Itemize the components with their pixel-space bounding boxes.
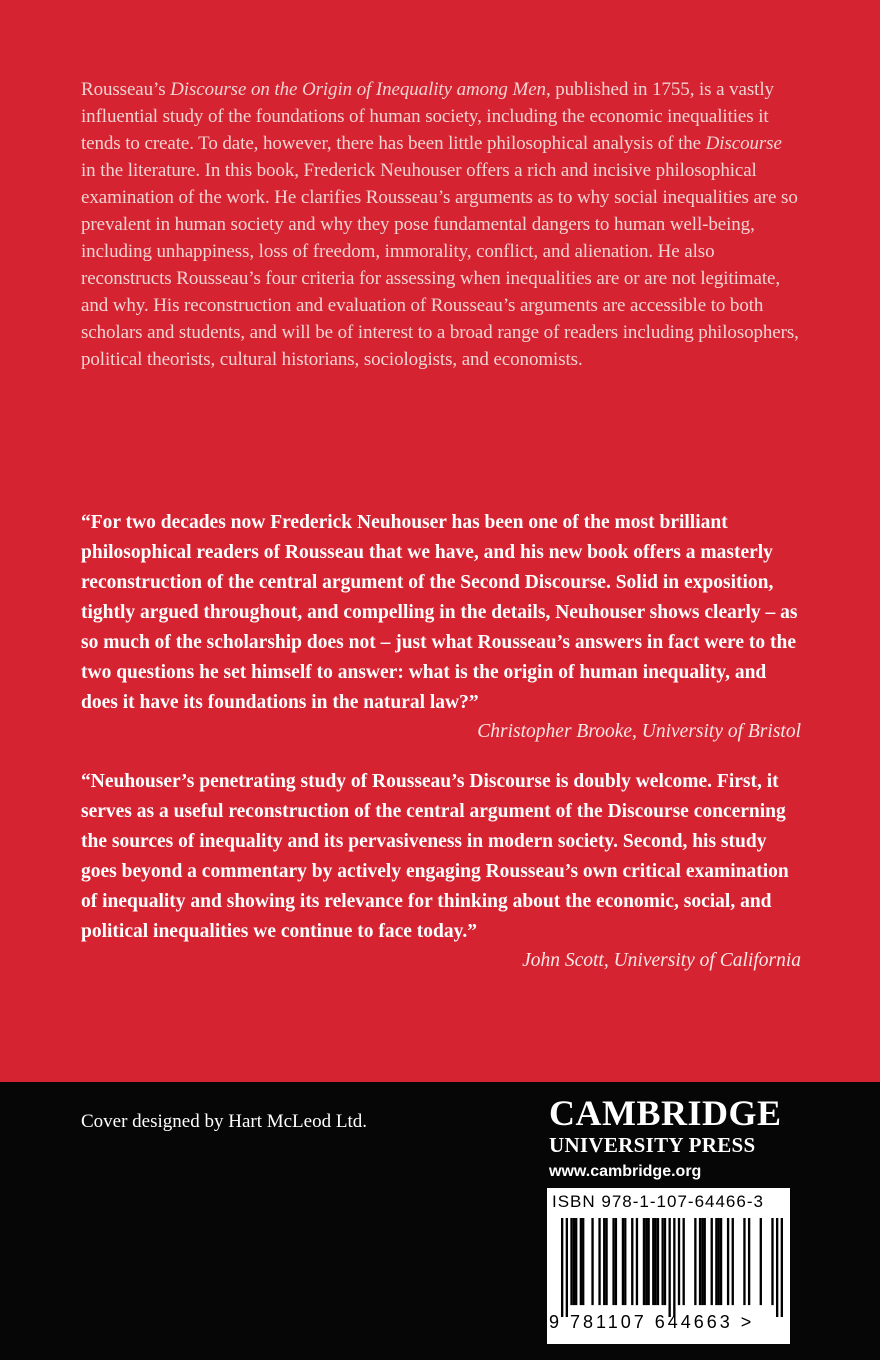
barcode-bar: [668, 1218, 670, 1317]
barcode-bar: [718, 1218, 720, 1305]
description-part-1: Rousseau’s: [81, 79, 171, 100]
barcode-bar: [720, 1218, 722, 1305]
barcode-bar: [615, 1218, 617, 1305]
barcode-digits: 9 781107 644663 >: [549, 1312, 755, 1332]
barcode-bar: [582, 1218, 584, 1305]
barcode-bar: [776, 1218, 778, 1317]
barcode-bar: [743, 1218, 745, 1305]
barcode-block: [547, 1188, 790, 1344]
barcode-bar: [683, 1218, 685, 1305]
quote-attribution: Christopher Brooke, University of Bristol: [477, 721, 801, 742]
barcode-bar: [678, 1218, 680, 1305]
barcode-image: [561, 1218, 783, 1317]
barcode-bar: [657, 1218, 659, 1305]
book-description: [81, 76, 801, 373]
quote-text: “Neuhouser’s penetrating study of Rousseau’s Discourse is doubly welcome. First, it serves as a useful reconstruction of the central argument of the Discourse concerning the sources of inequality and its pervasiveness in modern society. Second, his study goes beyond a commentary by actively engaging Rousseau’s own critical examination of inequality and showing its relevance for thinking about the economic, social, and political inequalities we continue to face today.”: [81, 771, 789, 942]
barcode-bar: [598, 1218, 600, 1305]
barcode-bar: [573, 1218, 575, 1305]
barcode-bar: [701, 1218, 703, 1305]
discourse-italic: Discourse: [705, 133, 782, 154]
barcode-bar: [605, 1218, 607, 1305]
quote-text: “For two decades now Frederick Neuhouser has been one of the most brilliant philosophical readers of Rousseau that we have, and his new book offers a masterly reconstruction of the central argument of the Second Discourse. Solid in exposition, tightly argued throughout, and compelling in the details, Neuhouser shows clearly – as so much of the scholarship does not – just what Rousseau’s answers in fact were to the two questions he set himself to answer: what is the origin of human inequality, and does it have its foundations in the natural law?”: [81, 512, 798, 713]
endorsement-quote-2: [81, 767, 801, 975]
barcode-bar: [704, 1218, 706, 1305]
publisher-logo: [549, 1093, 794, 1185]
description-paragraph: [81, 76, 801, 373]
barcode-bar: [760, 1218, 762, 1305]
endorsement-quote-1: [81, 508, 801, 746]
barcode-bar: [603, 1218, 605, 1305]
barcode-bar: [715, 1218, 717, 1305]
barcode-bar: [732, 1218, 734, 1305]
barcode-bar: [781, 1218, 783, 1317]
description-part-3: in the literature. In this book, Frederick Neuhouser offers a rich and incisive philosophical examination of the work. He clarifies Rousseau’s arguments as to why social inequalities are so prevalent in human society and why they pose fundamental dangers to human well-being, including unhappiness, loss of freedom, immorality, conflict, and alienation. He also reconstructs Rousseau’s four criteria for assessing when inequalities are or are not legitimate, and why. His reconstruction and evaluation of Rousseau’s arguments are accessible to both scholars and students, and will be of interest to a broad range of readers including philosophers, political theorists, cultural historians, sociologists, and economists.: [81, 160, 799, 370]
barcode-bar: [694, 1218, 696, 1305]
barcode-bar: [580, 1218, 582, 1305]
barcode-bar: [622, 1218, 624, 1305]
description-part-2: , published in 1755, is a vastly influential study of the foundations of human society, including the economic inequalities it tends to create. To date, however, there has been little philosophical analysis of the: [81, 79, 774, 154]
barcode-bar: [561, 1218, 563, 1317]
barcode-bar: [647, 1218, 649, 1305]
barcode-bar: [645, 1218, 647, 1305]
barcode-bar: [636, 1218, 638, 1305]
barcode-bar: [699, 1218, 701, 1305]
barcode-bar: [570, 1218, 572, 1305]
barcode-bar: [566, 1218, 568, 1317]
barcode-bar: [711, 1218, 713, 1305]
barcode-bar: [654, 1218, 656, 1305]
barcode-bar: [664, 1218, 666, 1305]
barcode-bar: [624, 1218, 626, 1305]
barcode-bar: [643, 1218, 645, 1305]
quote-attribution: John Scott, University of California: [522, 950, 801, 971]
barcode-bar: [612, 1218, 614, 1305]
barcode-bar: [631, 1218, 633, 1305]
publisher-url: www.cambridge.org: [549, 1163, 702, 1180]
barcode-bar: [661, 1218, 663, 1305]
barcode-bar: [591, 1218, 593, 1305]
barcode-bar: [652, 1218, 654, 1305]
barcode-bar: [771, 1218, 773, 1305]
book-title-italic: Discourse on the Origin of Inequality among Men: [170, 79, 546, 100]
barcode-bar: [673, 1218, 675, 1317]
barcode-bar: [748, 1218, 750, 1305]
barcode-bar: [575, 1218, 577, 1305]
isbn-label: ISBN 978-1-107-64466-3: [552, 1192, 764, 1211]
publisher-subtitle: UNIVERSITY PRESS: [549, 1133, 756, 1157]
publisher-name: CAMBRIDGE: [549, 1093, 782, 1133]
cover-credit: Cover designed by Hart McLeod Ltd.: [81, 1111, 367, 1132]
barcode-bar: [727, 1218, 729, 1305]
